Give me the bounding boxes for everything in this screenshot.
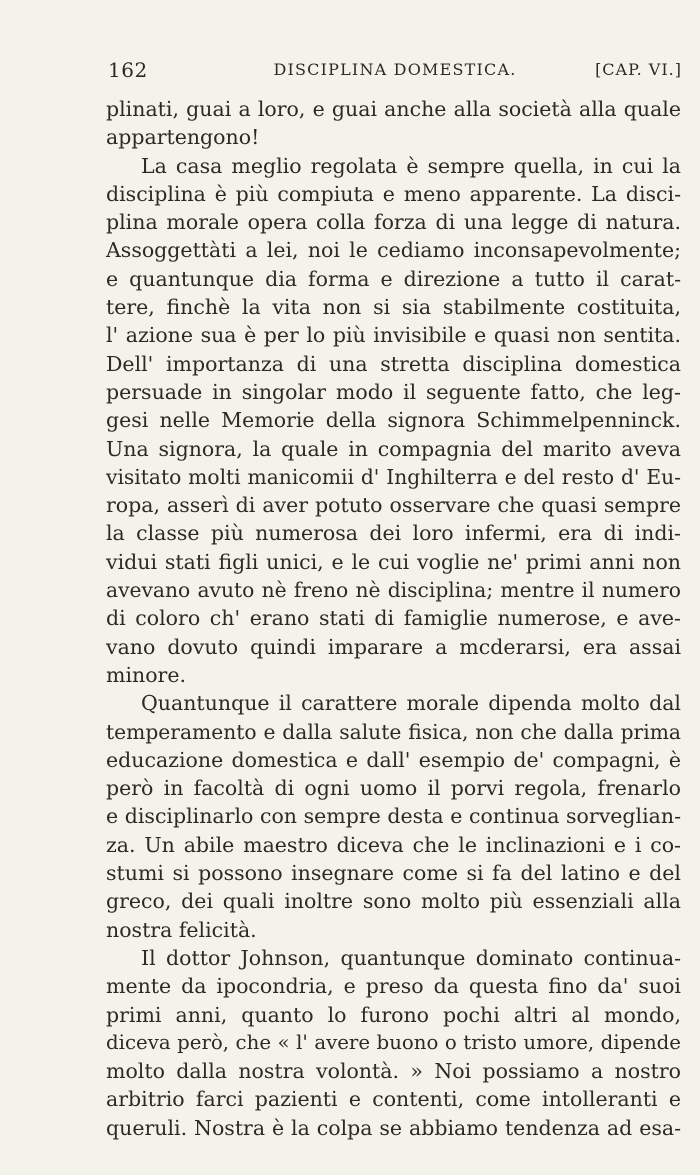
- text-line: e quantunque dia forma e direzione a tutto il carat-: [106, 266, 681, 291]
- body-text: [106, 95, 681, 1142]
- text-line: disciplina è più compiuta e meno apparente. La disci-: [106, 181, 681, 206]
- text-line: temperamento e dalla salute fisica, non che dalla prima: [106, 719, 681, 744]
- text-line: visitato molti manicomii d' Inghilterra e del resto d' Eu-: [106, 464, 681, 489]
- text-line: ropa, asserì di aver potuto osservare che quasi sempre: [106, 493, 681, 518]
- chapter-reference: [CAP. VI.]: [595, 60, 682, 79]
- text-line: Dell' importanza di una stretta disciplina domestica: [106, 351, 681, 376]
- text-line: la classe più numerosa dei loro infermi, era di indi-: [106, 521, 681, 546]
- text-line: mente da ipocondria, e preso da questa fino da' suoi: [106, 974, 681, 999]
- text-line: primi anni, quanto lo furono pochi altri al mondo,: [106, 1002, 681, 1027]
- text-line: nostra felicità.: [106, 917, 257, 942]
- text-line: stumi si possono insegnare come si fa del latino e del: [106, 861, 681, 886]
- running-title: DISCIPLINA DOMESTICA.: [273, 60, 517, 79]
- text-line: queruli. Nostra è la colpa se abbiamo tendenza ad esa-: [106, 1115, 681, 1140]
- running-head: [108, 58, 682, 88]
- text-line: vidui stati figli unici, e le cui voglie ne' primi anni non: [106, 549, 681, 574]
- text-line: però in facoltà di ogni uomo il porvi regola, frenarlo: [106, 776, 681, 801]
- text-line: Il dottor Johnson, quantunque dominato continua-: [141, 945, 681, 970]
- text-line: plinati, guai a loro, e guai anche alla società alla quale: [106, 97, 681, 121]
- text-line: vano dovuto quindi imparare a mcderarsi, era assai: [106, 634, 681, 659]
- text-line: molto dalla nostra volontà. » Noi possiamo a nostro: [106, 1059, 681, 1084]
- text-line: tere, finchè la vita non si sia stabilmente costituita,: [106, 295, 681, 320]
- text-line: e disciplinarlo con sempre desta e continua sorveglian-: [106, 804, 681, 829]
- text-line: Una signora, la quale in compagnia del marito aveva: [106, 436, 681, 461]
- text-line: Assoggettàti a lei, noi le cediamo inconsapevolmente;: [106, 238, 681, 263]
- text-line: minore.: [106, 662, 186, 687]
- text-line: persuade in singolar modo il seguente fatto, che leg-: [106, 379, 681, 404]
- text-line: za. Un abile maestro diceva che le inclinazioni e i co-: [106, 832, 681, 857]
- text-line: diceva però, che « l' avere buono o tristo umore, dipende: [106, 1030, 681, 1054]
- text-line: appartengono!: [106, 125, 260, 150]
- text-line: gesi nelle Memorie della signora Schimmelpenninck.: [106, 408, 681, 433]
- page-number: 162: [108, 58, 148, 82]
- text-line: educazione domestica e dall' esempio de' compagni, è: [106, 747, 681, 772]
- text-line: l' azione sua è per lo più invisibile e quasi non sentita.: [106, 323, 681, 348]
- text-line: La casa meglio regolata è sempre quella, in cui la: [141, 153, 681, 178]
- text-line: avevano avuto nè freno nè disciplina; mentre il numero: [106, 578, 681, 603]
- text-line: arbitrio farci pazienti e contenti, come intolleranti e: [106, 1087, 681, 1112]
- text-line: plina morale opera colla forza di una legge di natura.: [106, 210, 681, 235]
- text-line: greco, dei quali inoltre sono molto più essenziali alla: [106, 889, 681, 914]
- text-line: Quantunque il carattere morale dipenda molto dal: [141, 691, 681, 716]
- text-line: di coloro ch' erano stati di famiglie numerose, e ave-: [106, 606, 681, 631]
